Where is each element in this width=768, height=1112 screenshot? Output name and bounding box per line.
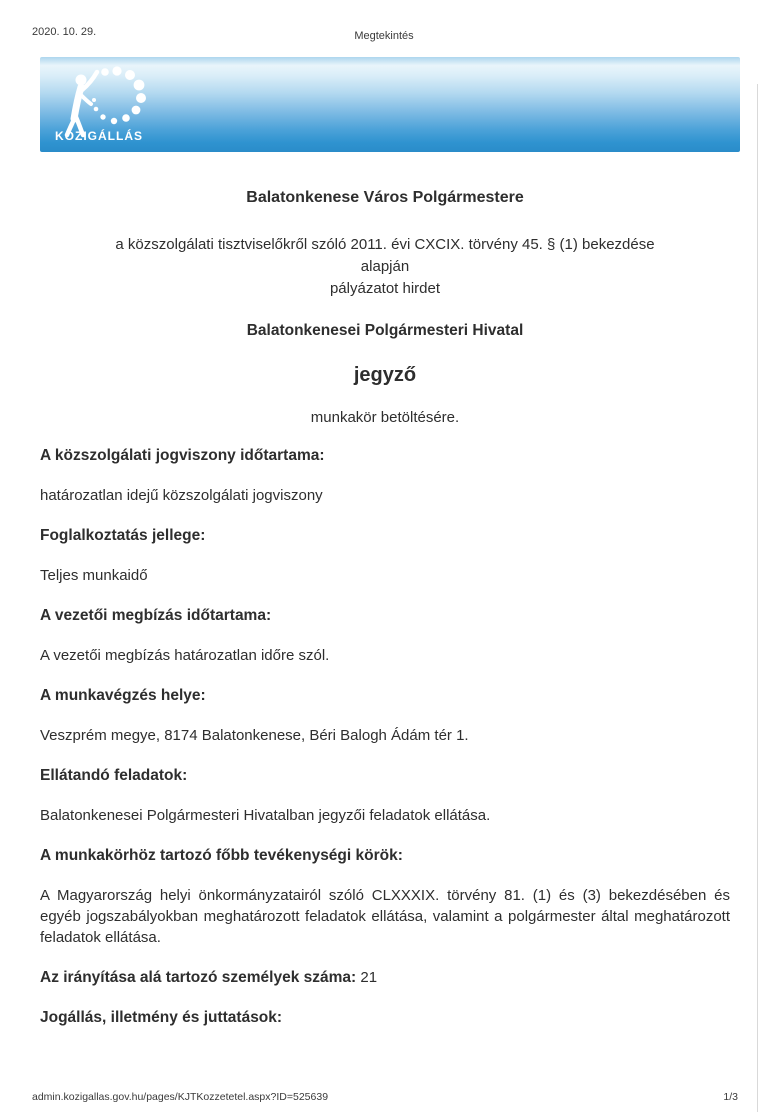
section-heading: Foglalkoztatás jellege:: [40, 527, 206, 544]
sections: [40, 445, 730, 1028]
print-footer: [32, 1091, 738, 1103]
document-title: Balatonkenese Város Polgármestere: [246, 189, 524, 206]
intro-line-2: alapján: [360, 258, 410, 275]
section-body: A vezetői megbízás határozatlan időre szól.: [40, 647, 330, 664]
position-title: jegyző: [353, 364, 417, 386]
section-heading: Jogállás, illetmény és juttatások:: [40, 1009, 283, 1026]
kozigallas-banner: [40, 57, 740, 152]
position-suffix: munkakör betöltésére.: [310, 409, 460, 426]
section-body: Balatonkenesei Polgármesteri Hivatalban jegyzői feladatok ellátása.: [40, 807, 491, 824]
footer-page-number: 1/3: [723, 1091, 738, 1103]
intro-line-1: a közszolgálati tisztviselőkről szóló 2011. évi CXCIX. törvény 45. § (1) bekezdése: [115, 236, 655, 253]
section-heading: A munkavégzés helye:: [40, 687, 206, 704]
section-inline-value: 21: [356, 969, 378, 986]
section-body: A Magyarország helyi önkormányzatairól szóló CLXXXIX. törvény 81. (1) és (3) bekezdésében és egyéb jogszabályokban meghatározott feladatok ellátása, valamint a polgármester által meghatározott feladatok ellátása.: [40, 887, 730, 946]
intro-line-3: pályázatot hirdet: [329, 280, 441, 297]
printed-page: [0, 26, 768, 1112]
section-body: Teljes munkaidő: [40, 567, 148, 584]
section-heading: Az irányítása alá tartozó személyek száma: 21: [40, 969, 378, 986]
page-edge-line: [757, 84, 758, 1112]
print-page-title: Megtekintés: [354, 30, 414, 42]
section-heading: A vezetői megbízás időtartama:: [40, 607, 272, 624]
intro-paragraph: [40, 234, 730, 300]
document-body: [40, 188, 730, 1028]
section-body: Veszprém megye, 8174 Balatonkenese, Béri Balogh Ádám tér 1.: [40, 727, 469, 744]
print-header: [0, 26, 768, 40]
print-date: 2020. 10. 29.: [32, 26, 97, 38]
section-heading: Ellátandó feladatok:: [40, 767, 188, 784]
footer-url: admin.kozigallas.gov.hu/pages/KJTKozzetetel.aspx?ID=525639: [32, 1091, 329, 1103]
kozigallas-logo-text: KÖZIGÁLLÁS: [55, 129, 143, 143]
section-heading: A közszolgálati jogviszony időtartama:: [40, 447, 325, 464]
section-heading: A munkakörhöz tartozó főbb tevékenységi körök:: [40, 847, 403, 864]
organization-name: Balatonkenesei Polgármesteri Hivatal: [246, 322, 524, 339]
section-body: határozatlan idejű közszolgálati jogviszony: [40, 487, 323, 504]
